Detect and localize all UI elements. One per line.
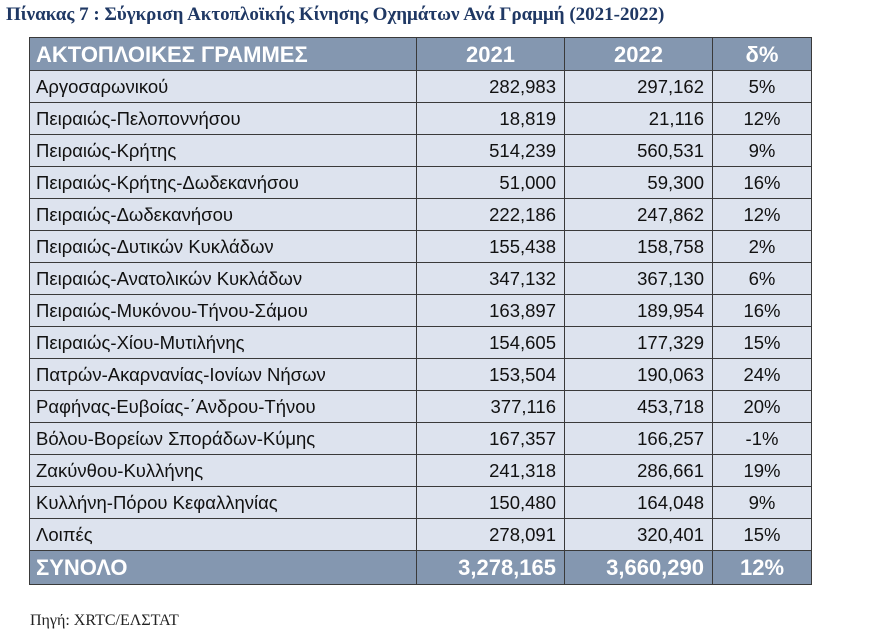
route-name: Πατρών-Ακαρνανίας-Ιονίων Νήσων (30, 359, 417, 391)
value-2022: 453,718 (565, 391, 713, 423)
total-label: ΣΥΝΟΛΟ (30, 551, 417, 585)
value-2021: 278,091 (417, 519, 565, 551)
route-name: Λοιπές (30, 519, 417, 551)
header-2022: 2022 (565, 38, 713, 71)
value-2021: 51,000 (417, 167, 565, 199)
value-2021: 154,605 (417, 327, 565, 359)
change-pct: 6% (713, 263, 812, 295)
header-2021: 2021 (417, 38, 565, 71)
route-name: Πειραιώς-Χίου-Μυτιλήνης (30, 327, 417, 359)
value-2022: 164,048 (565, 487, 713, 519)
change-pct: 12% (713, 103, 812, 135)
value-2022: 286,661 (565, 455, 713, 487)
table-header-row (30, 38, 812, 71)
value-2021: 150,480 (417, 487, 565, 519)
table-row (30, 487, 812, 519)
route-name: Πειραιώς-Δυτικών Κυκλάδων (30, 231, 417, 263)
total-2022: 3,660,290 (565, 551, 713, 585)
change-pct: 16% (713, 167, 812, 199)
table-row (30, 263, 812, 295)
table-row (30, 231, 812, 263)
change-pct: 16% (713, 295, 812, 327)
change-pct: 19% (713, 455, 812, 487)
table-row (30, 359, 812, 391)
value-2022: 166,257 (565, 423, 713, 455)
value-2022: 177,329 (565, 327, 713, 359)
route-name: Πειραιώς-Κρήτης-Δωδεκανήσου (30, 167, 417, 199)
header-routes: ΑΚΤΟΠΛΟΙΚΕΣ ΓΡΑΜΜΕΣ (30, 38, 417, 71)
header-change-pct: δ% (713, 38, 812, 71)
value-2022: 320,401 (565, 519, 713, 551)
value-2021: 155,438 (417, 231, 565, 263)
value-2021: 222,186 (417, 199, 565, 231)
value-2021: 18,819 (417, 103, 565, 135)
change-pct: 9% (713, 135, 812, 167)
route-name: Πειραιώς-Κρήτης (30, 135, 417, 167)
route-name: Πειραιώς-Δωδεκανήσου (30, 199, 417, 231)
value-2022: 190,063 (565, 359, 713, 391)
value-2022: 560,531 (565, 135, 713, 167)
route-name: Βόλου-Βορείων Σποράδων-Κύμης (30, 423, 417, 455)
route-name: Ζακύνθου-Κυλλήνης (30, 455, 417, 487)
total-change-pct: 12% (713, 551, 812, 585)
table-row (30, 327, 812, 359)
value-2022: 297,162 (565, 71, 713, 103)
table-row (30, 71, 812, 103)
value-2022: 158,758 (565, 231, 713, 263)
value-2021: 241,318 (417, 455, 565, 487)
value-2021: 153,504 (417, 359, 565, 391)
value-2021: 167,357 (417, 423, 565, 455)
value-2022: 189,954 (565, 295, 713, 327)
value-2022: 367,130 (565, 263, 713, 295)
value-2022: 247,862 (565, 199, 713, 231)
table-caption: Πίνακας 7 : Σύγκριση Ακτοπλοϊκής Κίνησης Οχημάτων Ανά Γραμμή (2021-2022) (6, 4, 665, 25)
change-pct: 15% (713, 327, 812, 359)
route-name: Κυλλήνη-Πόρου Κεφαλληνίας (30, 487, 417, 519)
change-pct: -1% (713, 423, 812, 455)
value-2022: 59,300 (565, 167, 713, 199)
table-row (30, 423, 812, 455)
route-name: Πειραιώς-Μυκόνου-Τήνου-Σάμου (30, 295, 417, 327)
table-row (30, 455, 812, 487)
source-note: Πηγή: XRTC/ΕΛΣΤΑΤ (30, 612, 179, 629)
table-row (30, 391, 812, 423)
change-pct: 24% (713, 359, 812, 391)
table-row (30, 295, 812, 327)
change-pct: 15% (713, 519, 812, 551)
table-row (30, 199, 812, 231)
value-2022: 21,116 (565, 103, 713, 135)
table-row (30, 519, 812, 551)
route-name: Πειραιώς-Ανατολικών Κυκλάδων (30, 263, 417, 295)
table-row (30, 167, 812, 199)
value-2021: 514,239 (417, 135, 565, 167)
route-name: Αργοσαρωνικού (30, 71, 417, 103)
table-row (30, 135, 812, 167)
route-name: Ραφήνας-Ευβοίας-΄Ανδρου-Τήνου (30, 391, 417, 423)
value-2021: 347,132 (417, 263, 565, 295)
table-row (30, 103, 812, 135)
ferry-vehicle-traffic-table (29, 37, 812, 585)
change-pct: 2% (713, 231, 812, 263)
route-name: Πειραιώς-Πελοποννήσου (30, 103, 417, 135)
change-pct: 5% (713, 71, 812, 103)
total-row (30, 551, 812, 585)
change-pct: 12% (713, 199, 812, 231)
value-2021: 377,116 (417, 391, 565, 423)
change-pct: 9% (713, 487, 812, 519)
change-pct: 20% (713, 391, 812, 423)
value-2021: 282,983 (417, 71, 565, 103)
total-2021: 3,278,165 (417, 551, 565, 585)
value-2021: 163,897 (417, 295, 565, 327)
